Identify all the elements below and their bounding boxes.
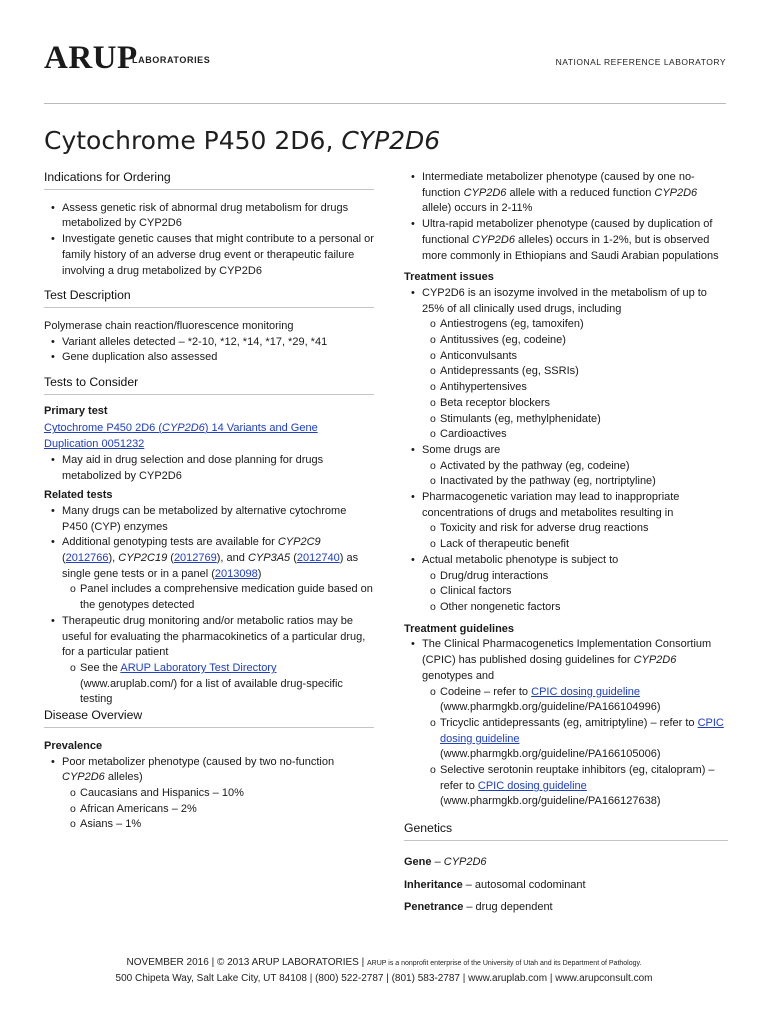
genetics-penetrance [404, 900, 728, 916]
list-item: • CYP2D6 is an isozyme involved in the metabolism of up to 25% of all clinically used drugs, including [404, 286, 728, 317]
gene: CYP2D6 [62, 771, 105, 784]
test-code-link[interactable]: 2012766 [65, 552, 109, 565]
gene: CYP2C9 [277, 536, 321, 549]
text: See the [80, 661, 121, 674]
section-heading-tests-to-consider: Tests to Consider [44, 375, 374, 395]
treatment-guidelines-list [404, 637, 728, 810]
list-item [404, 170, 728, 217]
header-tagline: NATIONAL REFERENCE LABORATORY [555, 57, 726, 67]
primary-test-link-wrap [44, 421, 374, 452]
related-tests-list [44, 504, 374, 708]
dash: – [463, 901, 476, 914]
prevalence-list [44, 755, 374, 834]
sub-list-item [404, 685, 728, 716]
link-text: ) 14 Variants and Gene Duplication 0051232 [44, 422, 318, 451]
page-title [44, 126, 440, 155]
footer-address: 500 Chipeta Way, Salt Lake City, UT 84108 | (800) 522-2787 | (801) 583-2787 | www.aruplab.com | www.arupconsult.com [115, 973, 653, 984]
footer-copyright: NOVEMBER 2016 | © 2013 ARUP LABORATORIES | [126, 957, 367, 968]
list-item: • Additional genotyping tests are available for CYP2C9 (2012766), CYP2C19 (2012769), and CYP3A5 (2012740) as single gene tests or in a panel (2013098) [44, 535, 374, 582]
related-tests-label: Related tests [44, 489, 113, 502]
section-heading-test-description: Test Description [44, 288, 374, 308]
text: Intermediate metabolizer phenotype (caused by one no-function [422, 171, 695, 199]
list-item [44, 755, 374, 786]
gene: CYP2D6 [472, 233, 515, 246]
list-item [404, 637, 728, 684]
sub-list-item [404, 716, 728, 763]
dash: – [462, 878, 475, 891]
list-item [404, 217, 728, 264]
sub-list-item: o Lack of therapeutic benefit [404, 537, 728, 553]
sub-list-item: o Asians – 1% [44, 817, 374, 833]
genetics-inheritance [404, 878, 728, 894]
title-main: Cytochrome P450 2D6, [44, 126, 342, 155]
header-divider [44, 103, 726, 104]
text: Codeine – refer to [440, 685, 532, 698]
list-item: • Variant alleles detected – *2-10, *12, *14, *17, *29, *41 [44, 335, 374, 351]
sub-list-item: o African Americans – 2% [44, 802, 374, 818]
list-item: • Therapeutic drug monitoring and/or metabolic ratios may be useful for evaluating the pharmacokinetics of a particular drug, for a particular patient [44, 614, 374, 661]
treatment-issues-label: Treatment issues [404, 271, 494, 284]
prevalence-label: Prevalence [44, 739, 103, 752]
sub-list-item [404, 763, 728, 810]
footer-line-1 [0, 955, 768, 971]
footer-note: ARUP is a nonprofit enterprise of the University of Utah and its Department of Pathology. [367, 960, 642, 967]
test-description-list [44, 335, 374, 366]
list-item: • Gene duplication also assessed [44, 350, 374, 366]
logo-text: ARUP [44, 40, 138, 76]
sub-list-item: o Other nongenetic factors [404, 600, 728, 616]
sub-list-item: o Antidepressants (eg, SSRIs) [404, 364, 728, 380]
link-gene: CYP2D6 [162, 422, 205, 435]
text: Ultra-rapid metabolizer phenotype (caused by duplication of functional [422, 218, 713, 246]
list-item: • Some drugs are [404, 443, 728, 459]
list-item: • Many drugs can be metabolized by alternative cytochrome P450 (CYP) enzymes [44, 504, 374, 535]
sub-list-item: o Antihypertensives [404, 380, 728, 396]
guideline-url: (www.pharmgkb.org/guideline/PA166104996) [440, 701, 661, 714]
gene: CYP2D6 [633, 654, 677, 667]
value: autosomal codominant [474, 878, 586, 891]
text: alleles) [104, 771, 143, 784]
text: as single gene tests or in a panel ( [62, 552, 359, 580]
sub-list-item: o Caucasians and Hispanics – 10% [44, 786, 374, 802]
text: Selective serotonin reuptake inhibitors (eg, citalopram) – refer to [440, 764, 715, 792]
phenotype-list [404, 170, 728, 264]
list-item: • Investigate genetic causes that might contribute to a personal or family history of an adverse drug event or therapeutic failure involving a drug metabolized by CYP2D6 [44, 232, 374, 279]
label: Gene [404, 855, 432, 868]
guideline-url: (www.pharmgkb.org/guideline/PA166127638) [440, 795, 661, 808]
sub-list-item: o Beta receptor blockers [404, 396, 728, 412]
sub-list-item: o Antitussives (eg, codeine) [404, 333, 728, 349]
list-item: • Pharmacogenetic variation may lead to inappropriate concentrations of drugs and metabolites resulting in [404, 490, 728, 521]
cpic-guideline-link[interactable]: CPIC dosing guideline [531, 685, 640, 698]
primary-test-link[interactable] [44, 422, 318, 450]
gene: CYP3A5 [247, 552, 291, 565]
dash: – [431, 855, 444, 868]
sub-list-item: o Stimulants (eg, methylphenidate) [404, 412, 728, 428]
section-heading-genetics: Genetics [404, 821, 728, 841]
test-directory-link[interactable]: ARUP Laboratory Test Directory [120, 661, 277, 674]
test-code-link[interactable]: 2012769 [173, 552, 217, 565]
text: Tricyclic antidepressants (eg, amitriptyline) – refer to [440, 716, 698, 729]
text: The Clinical Pharmacogenetics Implementation Consortium (CPIC) has published dosing guidelines for [422, 638, 712, 667]
sub-list-item: o Toxicity and risk for adverse drug reactions [404, 521, 728, 537]
text: allele with a reduced function [506, 186, 655, 199]
text: (www.aruplab.com/) for a list of available drug-specific testing [80, 677, 343, 706]
gene: CYP2C19 [118, 552, 168, 565]
test-code-link[interactable]: 2013098 [214, 567, 258, 580]
gene: CYP2D6 [654, 186, 698, 199]
test-method: Polymerase chain reaction/fluorescence monitoring [44, 319, 294, 332]
list-item: • May aid in drug selection and dose planning for drugs metabolized by CYP2D6 [44, 453, 374, 484]
value: CYP2D6 [443, 855, 487, 868]
sub-list-item: o Inactivated by the pathway (eg, nortriptyline) [404, 474, 728, 490]
sub-list-item: o Clinical factors [404, 584, 728, 600]
sub-list-item: o Cardioactives [404, 427, 728, 443]
text: allele) occurs in 2-11% [422, 202, 533, 215]
text: Additional genotyping tests are available for [62, 536, 278, 549]
cpic-guideline-link[interactable]: CPIC dosing guideline [440, 716, 724, 745]
title-gene: CYP2D6 [341, 126, 441, 155]
sub-list-item: o Drug/drug interactions [404, 569, 728, 585]
right-column [404, 170, 728, 916]
list-item: • Assess genetic risk of abnormal drug metabolism for drugs metabolized by CYP2D6 [44, 201, 374, 232]
cpic-guideline-link[interactable]: CPIC dosing guideline [477, 779, 587, 792]
gene: CYP2D6 [463, 186, 507, 199]
page-footer [0, 955, 768, 986]
sub-list-item [44, 661, 374, 708]
guideline-url: (www.pharmgkb.org/guideline/PA166105006) [440, 748, 661, 761]
text: alleles) occurs in 1-2%, but is observed more commonly in Ethiopians and Saudi Arabian populations [422, 233, 719, 262]
sub-list-item: o Activated by the pathway (eg, codeine) [404, 459, 728, 475]
primary-test-label: Primary test [44, 404, 108, 417]
genetics-gene [404, 855, 728, 871]
logo-subtext: LABORATORIES [132, 55, 211, 65]
link-text: Cytochrome P450 2D6 ( [44, 422, 162, 435]
section-heading-disease-overview: Disease Overview [44, 708, 374, 728]
text: Poor metabolizer phenotype (caused by two no-function [62, 755, 335, 768]
arup-logo [44, 40, 214, 76]
label: Penetrance [404, 901, 464, 914]
sub-list-item: o Antiestrogens (eg, tamoxifen) [404, 317, 728, 333]
treatment-issues-list [404, 286, 728, 616]
sub-list-item: o Anticonvulsants [404, 349, 728, 365]
indications-list [44, 201, 374, 280]
test-code-link[interactable]: 2012740 [296, 552, 340, 565]
value: drug dependent [475, 901, 553, 914]
treatment-guidelines-label: Treatment guidelines [404, 622, 515, 635]
text: genotypes and [422, 669, 495, 682]
left-column [44, 170, 374, 833]
sub-list-item: o Panel includes a comprehensive medication guide based on the genotypes detected [44, 582, 374, 613]
list-item: • Actual metabolic phenotype is subject to [404, 553, 728, 569]
primary-test-list [44, 453, 374, 484]
section-heading-indications: Indications for Ordering [44, 170, 374, 190]
label: Inheritance [404, 878, 463, 891]
